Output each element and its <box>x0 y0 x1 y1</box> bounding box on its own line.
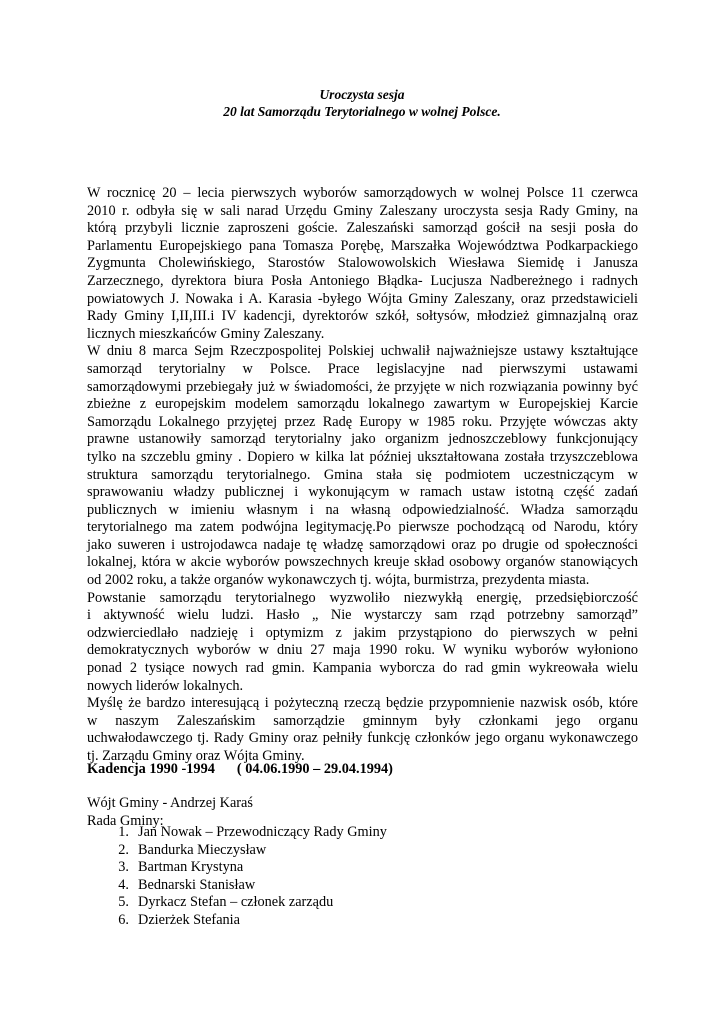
council-label: Rada Gminy: <box>87 812 164 829</box>
list-item-name: Bednarski Stanisław <box>138 876 256 893</box>
term-dates: ( 04.06.1990 – 29.04.1994) <box>236 761 393 777</box>
text-line: sprawowaniu władzy publicznej i wykonującym w ramach ustaw istotną część zadań <box>87 484 638 501</box>
text-line: struktura samorządu terytorialnego. Gmina stała się podmiotem uczestniczącym w <box>87 466 638 483</box>
text-line: lokalnej, która w akcie wyborów powszechnych kreuje skład osobowy organów stanowiących <box>87 554 638 571</box>
list-item-number: 3. <box>118 859 129 876</box>
text-line: W dniu 8 marca Sejm Rzeczpospolitej Polskiej uchwalił najważniejsze ustawy kształtujące <box>87 343 638 360</box>
list-item-name: Dzierżek Stefania <box>138 911 241 928</box>
list-item-name: Bartman Krystyna <box>138 859 244 876</box>
list-item-number: 1. <box>118 824 129 840</box>
text-line: którą przybyli licznie zaproszeni goście. Zaleszański samorząd gościł na sesji posła do <box>87 220 638 237</box>
text-line: Zygmunta Cholewińskiego, Starostów Stalowowolskich Wiesława Siemidę i Janusza <box>87 255 638 272</box>
text-line: prawne ustanowiły samorząd terytorialny jako organizm jednoszczeblowy funkcjonujący <box>87 431 638 448</box>
list-item-number: 5. <box>118 894 129 911</box>
text-line: tj. Zarządu Gminy oraz Wójta Gminy. <box>87 748 305 764</box>
paragraph <box>87 185 638 343</box>
text-line: nowych liderów lokalnych. <box>87 677 244 694</box>
text-line: demokratycznych wyborów w dniu 27 maja 1990 roku. W wyniku wyborów wyłoniono <box>87 642 638 659</box>
text-line: powiatowych J. Nowaka i A. Karasia -byłego Wójta Gminy Zaleszany, oraz przedstawicieli <box>87 290 638 307</box>
list-item-number: 6. <box>118 911 129 928</box>
list-item <box>87 877 387 895</box>
list-item-number: 4. <box>118 876 129 893</box>
text-line: W rocznicę 20 – lecia pierwszych wyborów samorządowych w wolnej Polsce 11 czerwca <box>87 185 638 201</box>
term-heading <box>87 760 393 778</box>
text-line: odzwierciedlało nadzieję i optymizm z jakim przystąpiono do pierwszych w pełni <box>87 624 638 641</box>
title-line-1: Uroczysta sesja <box>319 87 405 102</box>
list-item <box>87 912 387 930</box>
text-line: publicznych w imieniu własnym i na własną odpowiedzialność. Władza samorządu <box>87 501 638 518</box>
list-item <box>87 842 387 860</box>
list-item-name: Jan Nowak – Przewodniczący Rady Gminy <box>138 824 387 840</box>
text-line: w naszym Zaleszańskim samorządzie gminnym były członkami jego organu <box>87 712 638 729</box>
list-item-name: Dyrkacz Stefan – członek zarządu <box>138 894 334 911</box>
list-item-number: 2. <box>118 841 129 858</box>
text-line: od 2002 roku, a także organów wykonawczych tj. wójta, burmistrza, prezydenta miasta. <box>87 572 590 589</box>
title-line-2: 20 lat Samorządu Terytorialnego w wolnej Polsce. <box>223 104 501 119</box>
text-line: samorząd terytorialny w Polsce. Prace legislacyjne nad pierwszymi ustawami <box>87 360 638 377</box>
term-label: Kadencja 1990 -1994 <box>87 761 215 777</box>
paragraph <box>87 590 638 696</box>
text-line: Myślę że bardzo interesującą i pożyteczną rzeczą będzie przypomnienie nazwisk osób, które <box>87 695 638 712</box>
list-item-name: Bandurka Mieczysław <box>138 841 267 858</box>
text-line: Powstanie samorządu terytorialnego wyzwoliło niezwykłą energię, przedsiębiorczość <box>87 589 638 606</box>
text-line: Rady Gminy I,II,III.i IV kadencji, dyrektorów szkół, sołtysów, młodzież gimnazjalną oraz <box>87 308 638 325</box>
text-line: i aktywność wielu ludzi. Hasło „ Nie wystarczy sam rząd potrzebny samorząd” <box>87 607 638 624</box>
text-line: uchwałodawczego tj. Rady Gminy oraz pełniły funkcję członków jego organu wykonawczego <box>87 730 638 747</box>
text-line: licznych mieszkańców Gminy Zaleszany. <box>87 325 325 342</box>
text-line: Zarzecznego, dyrektora biura Posła Antoniego Błądka- Lucjusza Nadbereżnego i radnych <box>87 272 638 289</box>
text-line: ponad 2 tysiące nowych rad gmin. Kampania wyborcza do rad gmin wykreowała wielu <box>87 660 638 677</box>
list-item <box>87 859 387 877</box>
paragraph <box>87 343 638 589</box>
list-item <box>87 824 387 842</box>
council-member-list <box>87 824 387 930</box>
text-line: Parlamentu Europejskiego pana Tomasza Porębę, Marszałka Województwa Podkarpackiego <box>87 237 638 254</box>
mayor-line: Wójt Gminy - Andrzej Karaś <box>87 795 253 811</box>
text-line: tylko na szczeblu gminy . Dopiero w kilka lat później ukształtowana została trzyszczeblowa <box>87 448 638 465</box>
text-line: jako suweren i ustrojodawca nadaje tę władzę samorządowi oraz po drugie od społeczności <box>87 536 638 553</box>
text-line: 2010 r. odbyła się w sali narad Urzędu Gminy Zaleszany uroczysta sesja Rady Gminy, na <box>87 202 638 219</box>
text-line: zbieżne z europejskim modelem samorządu lokalnego zawartym w Europejskiej Karcie <box>87 396 638 413</box>
text-line: Samorządu Lokalnego przyjętej przez Radę Europy w 1985 roku. Przyjęte wówczas akty <box>87 413 638 430</box>
body-text <box>87 185 638 766</box>
text-line: samorządowymi przebiegały już w świadomości, że przyjęte w nich rozwiązania powinny być <box>87 378 638 395</box>
list-item <box>87 894 387 912</box>
paragraph <box>87 695 638 765</box>
document-title <box>0 86 724 120</box>
text-line: terytorialnego ma zatem podwójna legitymację.Po pierwsze pochodzącą od Narodu, który <box>87 519 638 536</box>
